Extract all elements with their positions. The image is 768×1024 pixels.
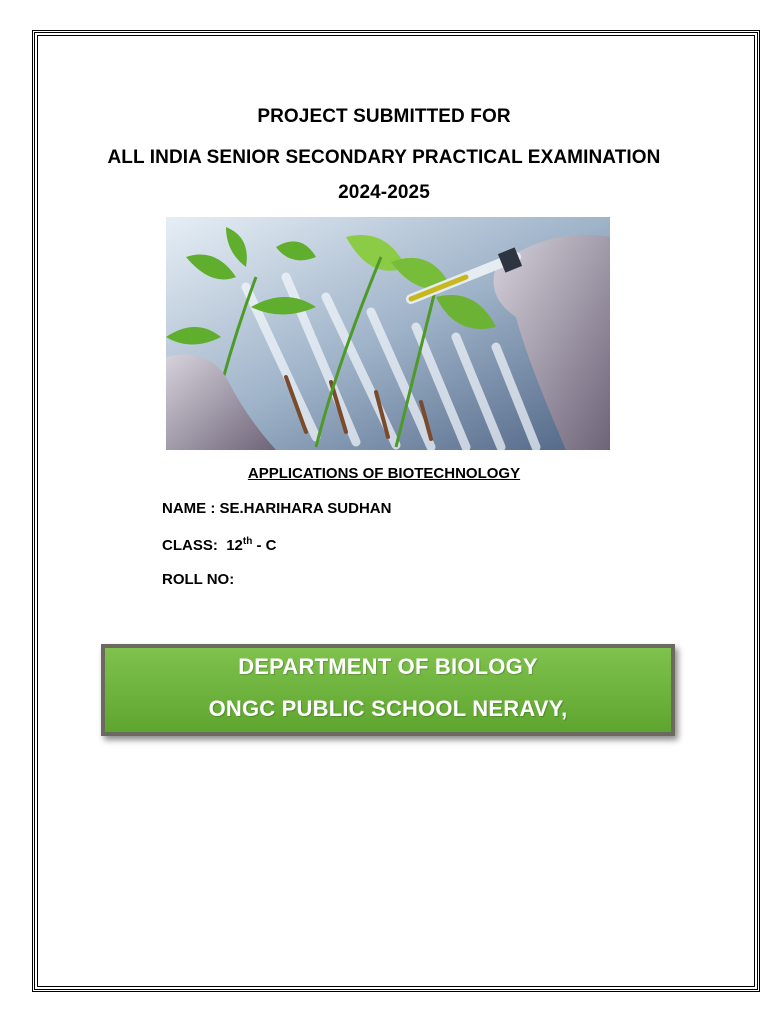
heading-line-1: PROJECT SUBMITTED FOR	[257, 106, 511, 127]
heading-line-2: ALL INDIA SENIOR SECONDARY PRACTICAL EXAMINATION	[107, 147, 661, 168]
student-roll-field	[162, 571, 234, 588]
biotech-lab-photo	[166, 217, 610, 450]
name-value: SE.HARIHARA SUDHAN	[219, 500, 392, 517]
student-name-field	[162, 500, 391, 517]
class-number: 12	[226, 537, 243, 554]
department-banner	[101, 644, 675, 736]
class-suffix: th	[242, 536, 253, 547]
student-class-field	[162, 536, 277, 554]
page-border	[32, 30, 760, 992]
roll-label: ROLL NO:	[162, 571, 235, 588]
class-section: - C	[256, 537, 277, 554]
class-label: CLASS:	[162, 537, 218, 554]
project-subject-title: APPLICATIONS OF BIOTECHNOLOGY	[247, 465, 521, 482]
name-label: NAME :	[162, 500, 216, 517]
heading-line-3: 2024-2025	[338, 182, 430, 203]
banner-line-2: ONGC PUBLIC SCHOOL NERAVY,	[208, 696, 568, 721]
banner-line-1: DEPARTMENT OF BIOLOGY	[238, 654, 538, 679]
lab-photo-illustration	[166, 217, 610, 450]
